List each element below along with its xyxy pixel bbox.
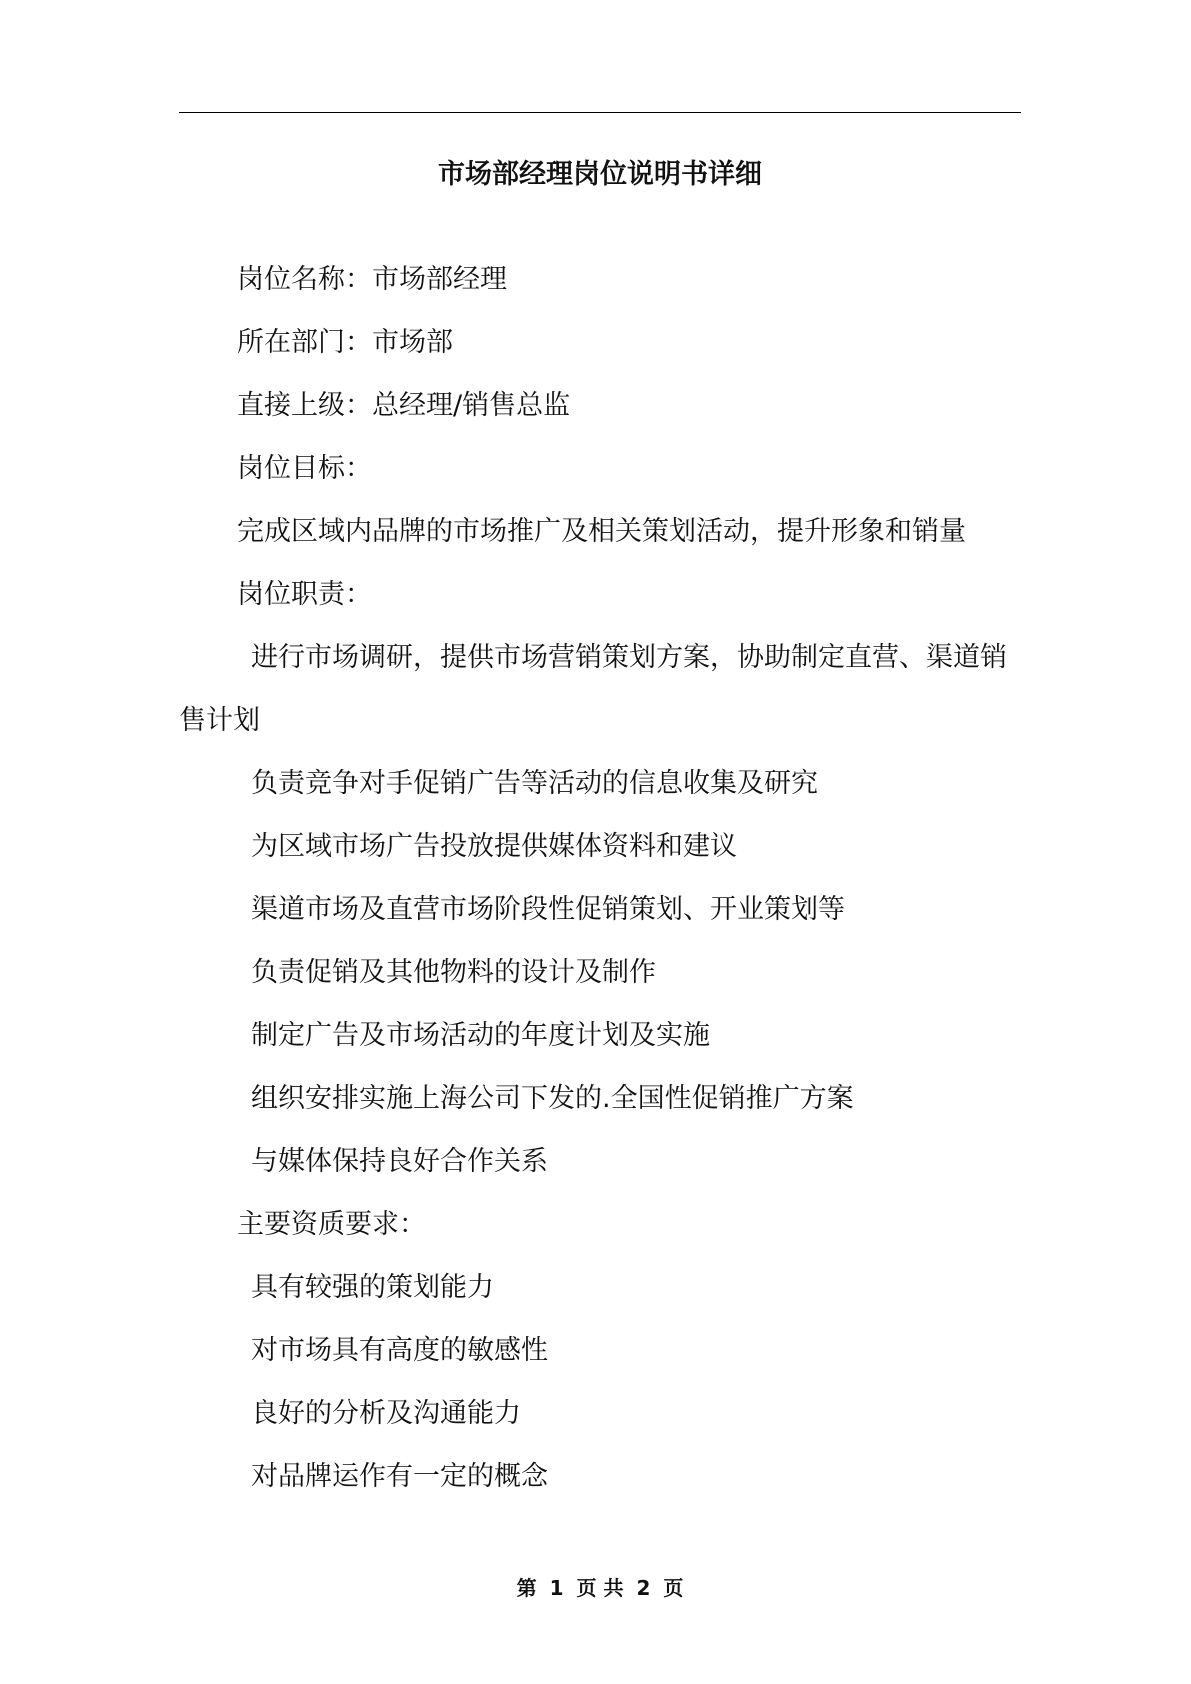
duty-item: 组织安排实施上海公司下发的.全国性促销推广方案 (251, 1083, 854, 1114)
duty-item: 为区域市场广告投放提供媒体资料和建议 (251, 831, 737, 862)
page-footer (179, 1573, 1021, 1603)
header-rule (179, 112, 1021, 113)
footer-suffix: 页 (663, 1576, 684, 1600)
footer-prefix: 第 (516, 1576, 537, 1600)
duty-item: 与媒体保持良好合作关系 (251, 1146, 548, 1177)
document-body (179, 248, 1021, 1508)
duty-item: 负责促销及其他物料的设计及制作 (251, 957, 656, 988)
footer-middle: 页 共 (576, 1576, 624, 1600)
duty-item: 制定广告及市场活动的年度计划及实施 (251, 1020, 710, 1051)
duties-heading: 岗位职责： (237, 579, 372, 610)
duty-item: 进行市场调研，提供市场营销策划方案，协助制定直营、渠道销售计划 (179, 642, 1007, 736)
requirement-item: 对品牌运作有一定的概念 (251, 1461, 548, 1492)
requirements-heading: 主要资质要求： (237, 1209, 426, 1240)
requirement-item: 具有较强的策划能力 (251, 1272, 494, 1303)
footer-total-pages: 2 (636, 1576, 651, 1600)
footer-current-page: 1 (549, 1576, 564, 1600)
field-position-name: 岗位名称：市场部经理 (237, 264, 507, 295)
requirement-item: 对市场具有高度的敏感性 (251, 1335, 548, 1366)
goal-text: 完成区域内品牌的市场推广及相关策划活动，提升形象和销量 (237, 516, 966, 547)
goal-heading: 岗位目标： (237, 453, 372, 484)
requirement-item: 良好的分析及沟通能力 (251, 1398, 521, 1429)
field-department: 所在部门：市场部 (237, 327, 453, 358)
duty-item: 渠道市场及直营市场阶段性促销策划、开业策划等 (251, 894, 845, 925)
field-superior: 直接上级：总经理/销售总监 (237, 390, 571, 421)
document-title: 市场部经理岗位说明书详细 (438, 159, 762, 190)
duty-item: 负责竞争对手促销广告等活动的信息收集及研究 (251, 768, 818, 799)
